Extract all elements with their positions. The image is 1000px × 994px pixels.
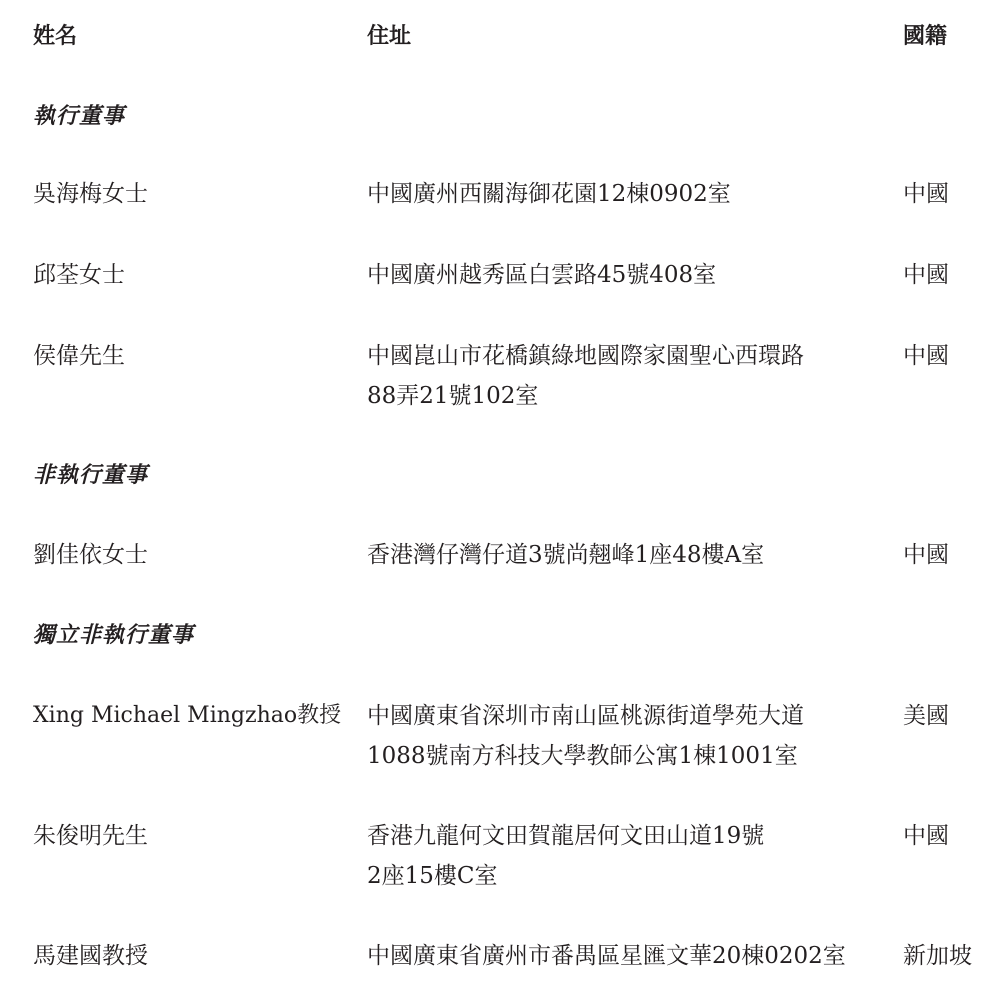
- address-line: 中國廣東省廣州市番禺區星匯文華20棟0202室: [367, 943, 846, 969]
- director-nationality: 美國: [903, 703, 949, 729]
- header-name: 姓名: [33, 23, 78, 49]
- director-address: [367, 535, 764, 575]
- address-line: 88弄21號102室: [367, 383, 539, 409]
- director-nationality: 中國: [903, 823, 949, 849]
- section-title: 非執行董事: [33, 462, 149, 488]
- address-line: 1088號南方科技大學教師公寓1棟1001室: [367, 743, 798, 769]
- director-name: 邱荃女士: [33, 262, 125, 288]
- address-line: 中國廣東省深圳市南山區桃源街道學苑大道: [367, 703, 804, 729]
- section-title: 獨立非執行董事: [33, 622, 195, 648]
- section-title: 執行董事: [33, 103, 126, 129]
- director-name: Xing Michael Mingzhao教授: [33, 703, 342, 728]
- address-line: 2座15樓C室: [367, 863, 498, 889]
- address-line: 中國廣州西關海御花園12棟0902室: [367, 181, 731, 207]
- director-address: [367, 816, 764, 896]
- director-address: [367, 696, 804, 776]
- director-address: [367, 336, 804, 416]
- header-address: 住址: [367, 23, 412, 49]
- director-address: [367, 174, 731, 214]
- director-nationality: 中國: [903, 262, 949, 288]
- director-name: 侯偉先生: [33, 343, 125, 369]
- director-address: [367, 255, 716, 295]
- address-line: 香港灣仔灣仔道3號尚翹峰1座48樓A室: [367, 542, 765, 568]
- header-nationality: 國籍: [903, 23, 948, 49]
- director-nationality: 中國: [903, 542, 949, 568]
- director-name: 馬建國教授: [33, 943, 148, 969]
- director-name: 朱俊明先生: [33, 823, 148, 849]
- address-line: 香港九龍何文田賀龍居何文田山道19號: [367, 823, 765, 849]
- director-name: 劉佳依女士: [33, 542, 148, 568]
- director-nationality: 中國: [903, 343, 949, 369]
- director-nationality: 中國: [903, 181, 949, 207]
- director-nationality: 新加坡: [903, 943, 972, 969]
- director-address: [367, 936, 846, 976]
- address-line: 中國崑山市花橋鎮綠地國際家園聖心西環路: [367, 343, 804, 369]
- director-name: 吳海梅女士: [33, 181, 148, 207]
- address-line: 中國廣州越秀區白雲路45號408室: [367, 262, 717, 288]
